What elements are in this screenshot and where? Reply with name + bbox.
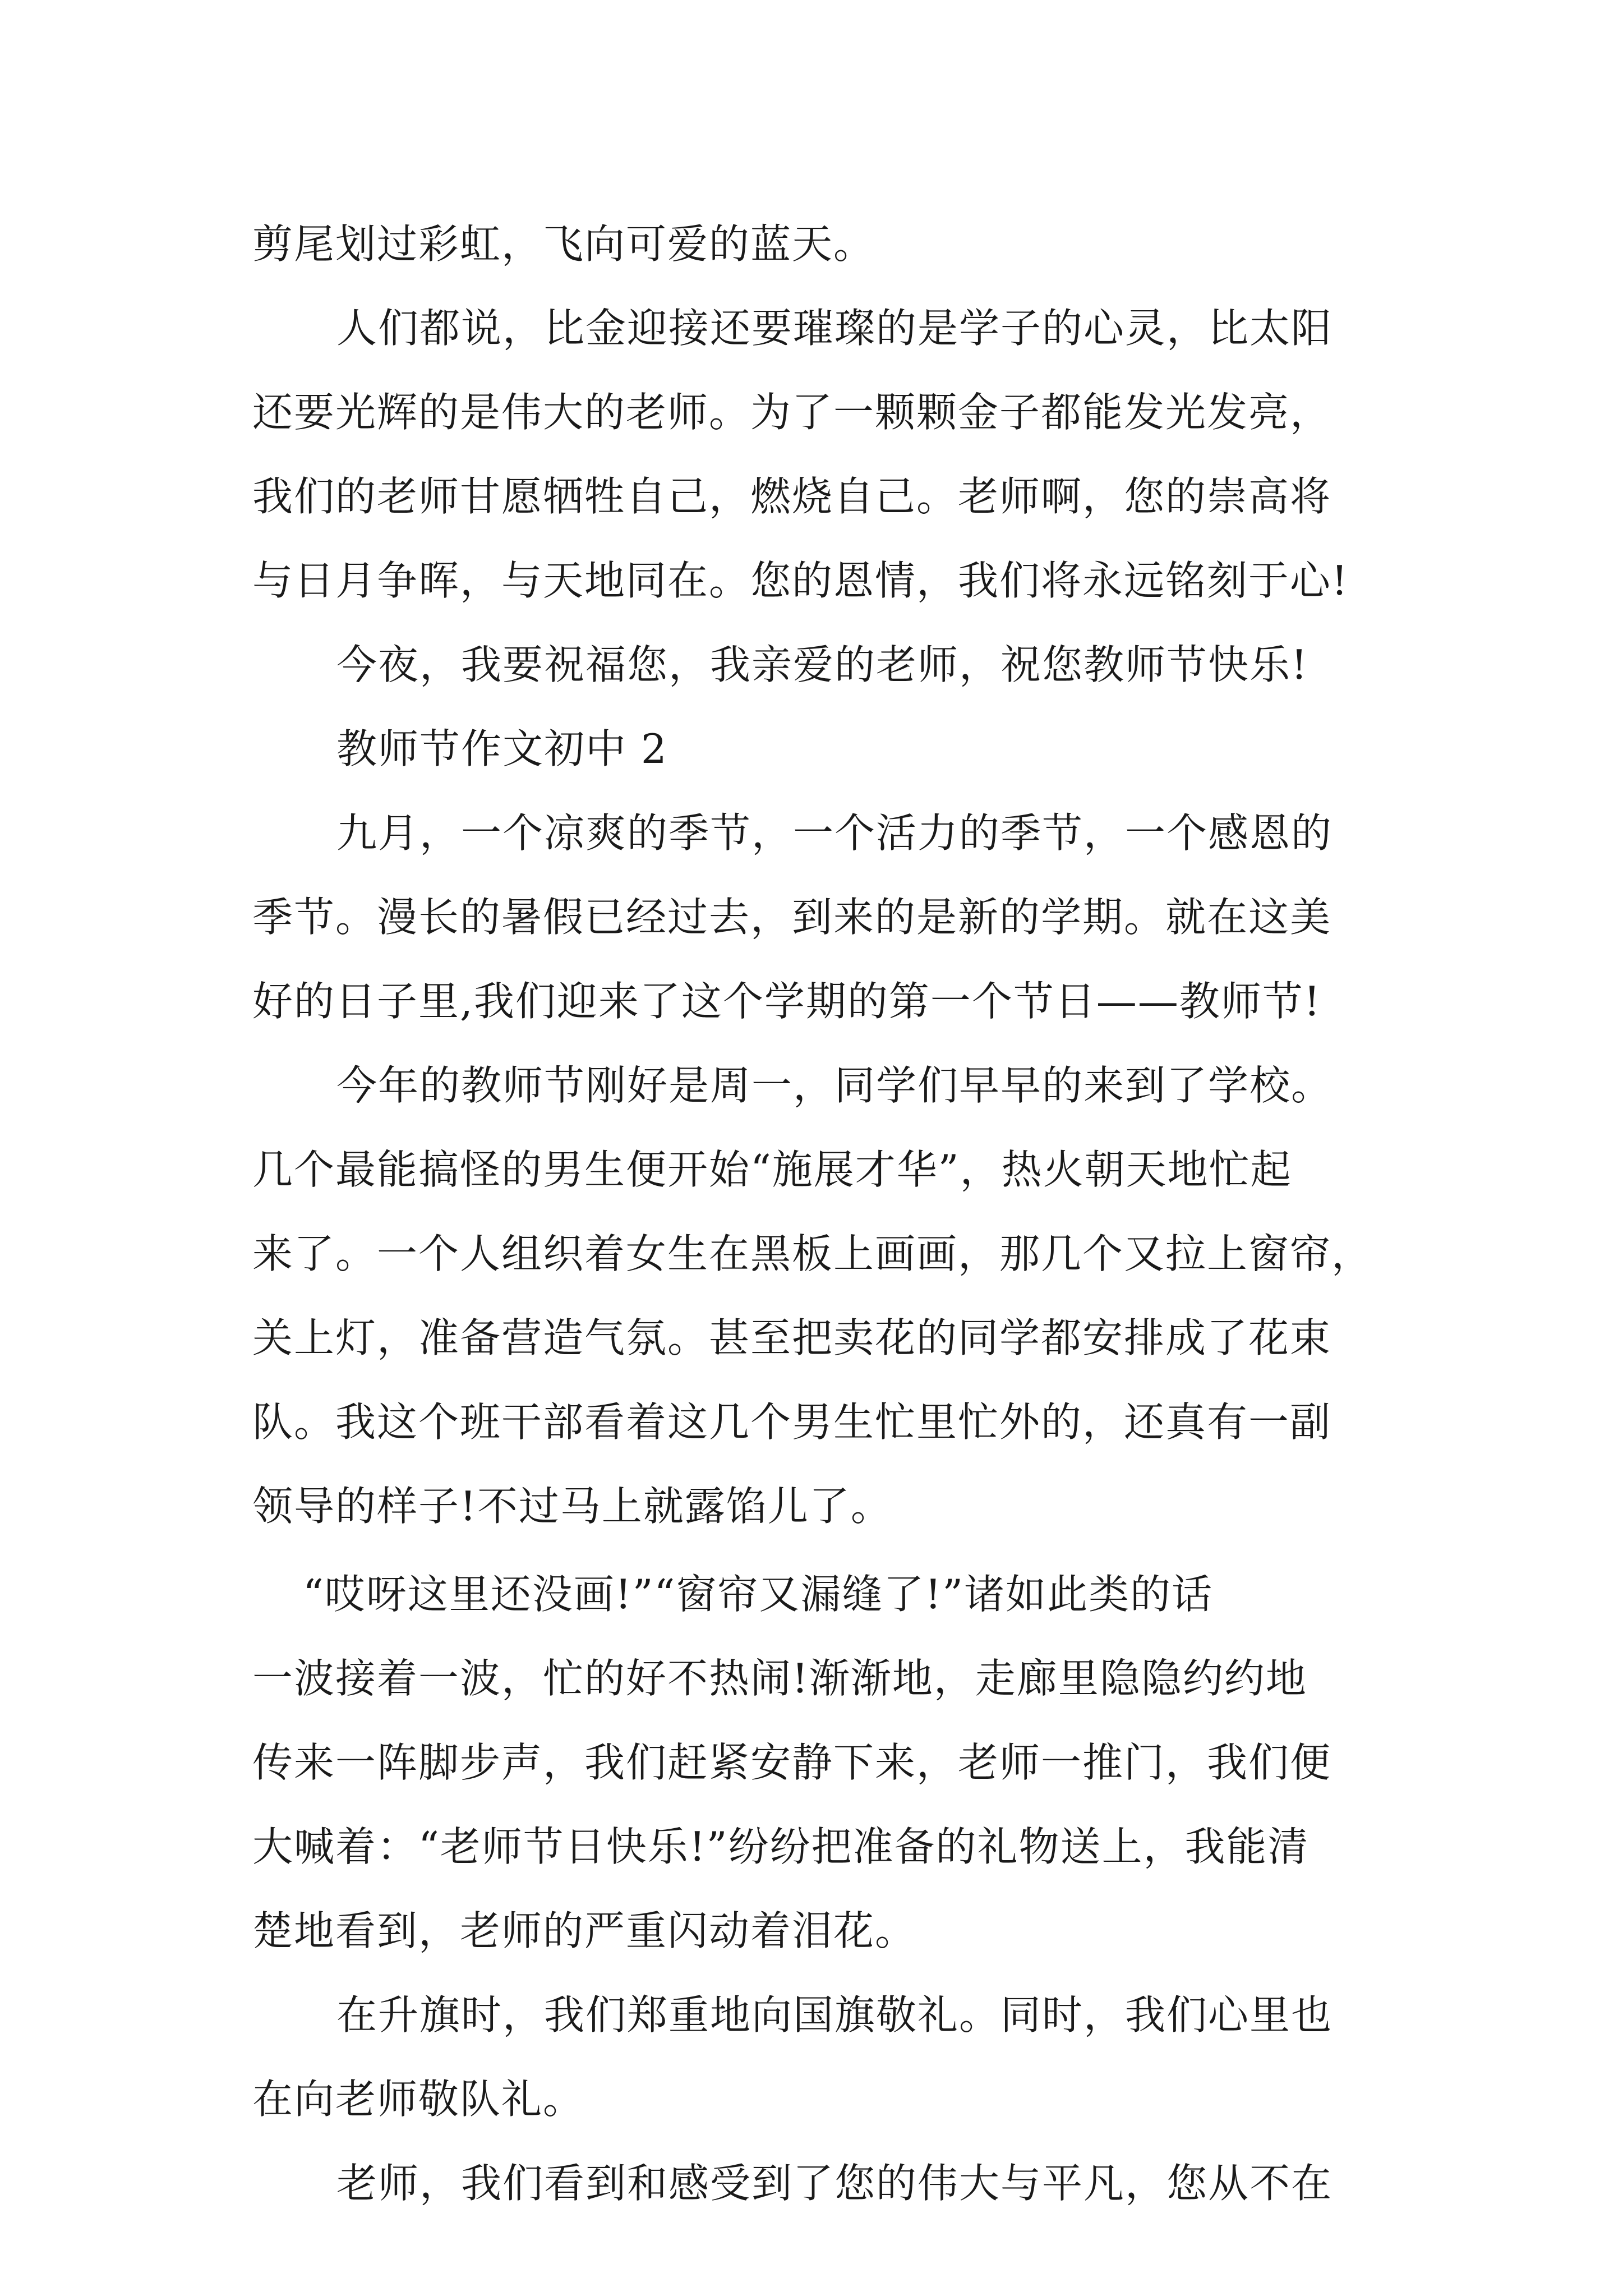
text-line: 好的日子里,我们迎来了这个学期的第一个节日——教师节! <box>252 978 1321 1025</box>
text-line: 剪尾划过彩虹，飞向可爱的蓝天。 <box>252 220 875 268</box>
paragraph-first-line: “哎呀这里还没画!”“窗帘又漏缝了!”诸如此类的话 <box>303 1571 1214 1618</box>
paragraph-first-line: 老师，我们看到和感受到了您的伟大与平凡，您从不在 <box>336 2160 1333 2207</box>
section-heading: 教师节作文初中 2 <box>336 725 668 772</box>
text-line: 我们的老师甘愿牺牲自己，燃烧自己。老师啊，您的崇高将 <box>252 473 1332 520</box>
paragraph-first-line: 九月，一个凉爽的季节，一个活力的季节，一个感恩的 <box>336 809 1333 857</box>
paragraph-first-line: 今夜，我要祝福您，我亲爱的老师，祝您教师节快乐! <box>336 641 1308 688</box>
text-line: 关上灯，准备营造气氛。甚至把卖花的同学都安排成了花束 <box>252 1314 1332 1361</box>
text-line: 来了。一个人组织着女生在黑板上画画，那几个又拉上窗帘， <box>252 1230 1373 1277</box>
paragraph-first-line: 在升旗时，我们郑重地向国旗敬礼。同时，我们心里也 <box>336 1991 1333 2039</box>
text-line: 还要光辉的是伟大的老师。为了一颗颗金子都能发光发亮， <box>252 389 1332 436</box>
text-line: 队。我这个班干部看着这几个男生忙里忙外的，还真有一副 <box>252 1398 1332 1446</box>
text-line: 与日月争晖，与天地同在。您的恩情，我们将永远铭刻于心! <box>252 557 1349 604</box>
text-line: 在向老师敬队礼。 <box>252 2076 585 2123</box>
paragraph-first-line: 人们都说，比金迎接还要璀璨的是学子的心灵，比太阳 <box>336 305 1333 352</box>
text-line: 季节。漫长的暑假已经过去，到来的是新的学期。就在这美 <box>252 894 1332 941</box>
text-line: 一波接着一波，忙的好不热闹!渐渐地，走廊里隐隐约约地 <box>252 1655 1307 1702</box>
text-line: 楚地看到，老师的严重闪动着泪花。 <box>252 1907 917 1954</box>
text-line: 领导的样子!不过马上就露馅儿了。 <box>252 1483 892 1530</box>
text-line: 几个最能搞怪的男生便开始“施展才华”，热火朝天地忙起 <box>252 1146 1292 1193</box>
text-line: 传来一阵脚步声，我们赶紧安静下来，老师一推门，我们便 <box>252 1739 1332 1786</box>
text-line: 大喊着：“老师节日快乐!”纷纷把准备的礼物送上，我能清 <box>252 1823 1310 1870</box>
paragraph-first-line: 今年的教师节刚好是周一，同学们早早的来到了学校。 <box>336 1062 1333 1109</box>
